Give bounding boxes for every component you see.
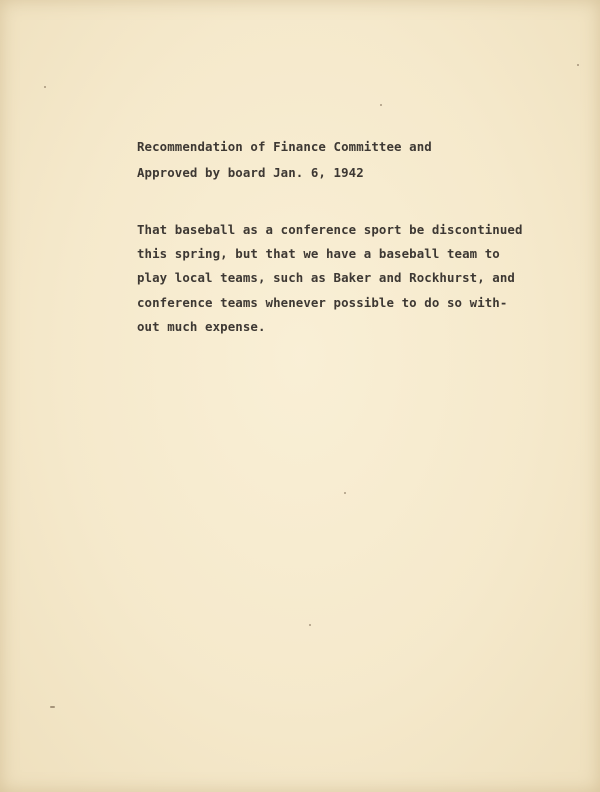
paper-speck <box>50 706 55 708</box>
paper-speck <box>309 624 311 626</box>
body-line-2: this spring, but that we have a baseball team to <box>137 246 500 262</box>
body-line-1: That baseball as a conference sport be discontinued <box>137 222 523 237</box>
heading-line-2: Approved by board Jan. 6, 1942 <box>137 165 364 180</box>
paper-speck <box>380 104 382 106</box>
body-line-5: out much expense. <box>137 318 266 334</box>
body-line-4: conference teams whenever possible to do so with- <box>137 294 508 310</box>
paper-speck <box>577 64 579 66</box>
document-heading <box>137 134 537 186</box>
paper-speck <box>344 492 346 494</box>
body-line-3: play local teams, such as Baker and Rockhurst, and <box>137 270 515 286</box>
document-body <box>137 218 557 339</box>
heading-line-1: Recommendation of Finance Committee and <box>137 139 432 154</box>
paper-speck <box>44 86 46 88</box>
